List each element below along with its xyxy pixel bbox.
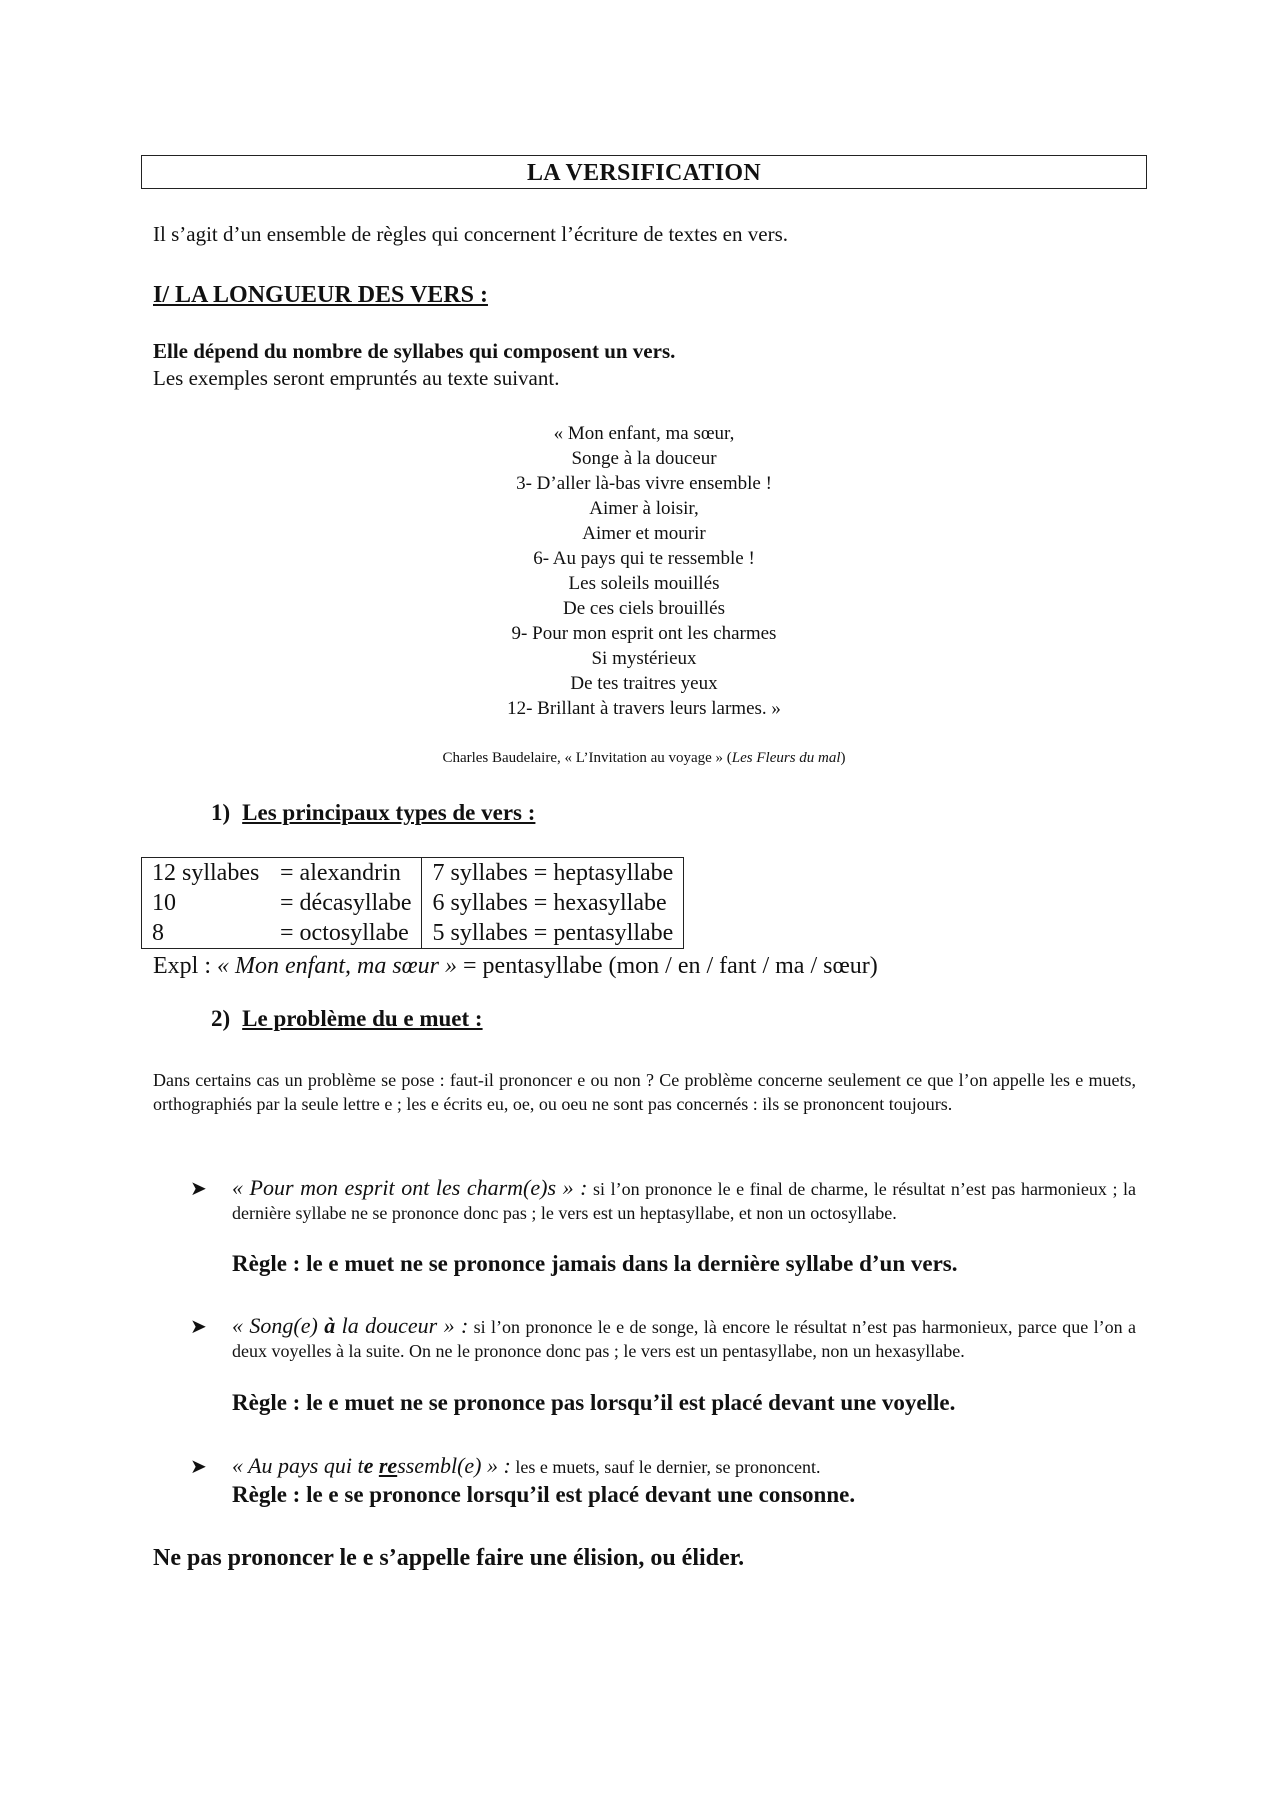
- case-1-text: [232, 1176, 1136, 1225]
- case-quote: « Au pays qui t: [232, 1453, 364, 1478]
- poem-line: De tes traitres yeux: [570, 673, 718, 694]
- case-quote-e: e: [363, 1453, 374, 1478]
- case-explanation: si l’on prononce le e final de charme, le résultat n’est pas harmonieux ; la dernière syllabe ne se prononce donc pas ; le vers est un heptasyllabe, et non un octosyllabe.: [232, 1179, 1137, 1223]
- case-quote-underlined: re: [378, 1453, 398, 1478]
- citation-suffix: ): [840, 750, 846, 766]
- section-heading-longueur: I/ LA LONGUEUR DES VERS :: [153, 282, 488, 308]
- case-explanation: si l’on prononce le e de songe, là encore le résultat n’est pas harmonieux, parce que l’on a deux voyelles à la suite. On ne le prononce donc pas ; le vers est un pentasyllabe, non un hexasyllabe.: [232, 1317, 1136, 1361]
- citation-work: Les Fleurs du mal: [731, 750, 841, 766]
- subheading-label: Les principaux types de vers :: [242, 800, 536, 825]
- example-prefix: Expl :: [153, 953, 217, 979]
- case-1-rule: Règle : le e muet ne se prononce jamais dans la dernière syllabe d’un vers.: [232, 1251, 958, 1276]
- poem-citation: [384, 750, 904, 767]
- poem-line: « Mon enfant, ma sœur,: [553, 423, 735, 444]
- arrowhead-bullet-icon: ➤: [190, 1178, 207, 1200]
- subheading-label: Le problème du e muet :: [242, 1006, 483, 1031]
- case-2-rule: Règle : le e muet ne se prononce pas lorsqu’il est placé devant une voyelle.: [232, 1390, 956, 1415]
- case-3-rule: Règle : le e se prononce lorsqu’il est placé devant une consonne.: [232, 1482, 856, 1507]
- intro-text: Il s’agit d’un ensemble de règles qui concernent l’écriture de textes en vers.: [153, 222, 788, 246]
- conclusion: Ne pas prononcer le e s’appelle faire une élision, ou élider.: [153, 1545, 745, 1571]
- verse-name: = octosyllabe: [280, 920, 409, 946]
- poem: [384, 421, 904, 721]
- example-quote: « Mon enfant, ma sœur »: [217, 953, 457, 979]
- citation-prefix: Charles Baudelaire, « L’Invitation au voyage » (: [442, 750, 732, 766]
- table-cell-short-verses: [422, 858, 684, 949]
- poem-line: Aimer à loisir,: [589, 498, 699, 519]
- e-muet-paragraph: Dans certains cas un problème se pose : faut-il prononcer e ou non ? Ce problème concerne seulement ce que l’on appelle les e muets, orthographiés par la seule lettre e ; les e écrits eu, oe, ou oeu ne sont pas concernés : ils se prononcent toujours.: [153, 1070, 1136, 1114]
- table-row: 5 syllabes = pentasyllabe: [432, 920, 674, 946]
- verse-name: = décasyllabe: [280, 890, 412, 916]
- syllable-count: 10: [152, 890, 176, 916]
- case-quote-end: la douceur » :: [335, 1313, 469, 1338]
- poem-line: 3- D’aller là-bas vivre ensemble !: [516, 473, 772, 494]
- poem-line: 12- Brillant à travers leurs larmes. »: [507, 698, 781, 719]
- example-rest: = pentasyllabe (mon / en / fant / ma / sœur): [457, 953, 878, 979]
- syllable-count: 12 syllabes: [152, 860, 260, 886]
- subheading-types: [211, 800, 535, 826]
- subheading-e-muet: [211, 1006, 483, 1032]
- poem-line: 6- Au pays qui te ressemble !: [533, 548, 755, 569]
- subheading-number: 1): [211, 800, 231, 825]
- arrowhead-bullet-icon: ➤: [190, 1456, 207, 1478]
- table-row: [152, 858, 411, 888]
- title-box: [141, 155, 1147, 189]
- section-lead: Les exemples seront empruntés au texte suivant.: [153, 366, 560, 390]
- page-title: LA VERSIFICATION: [527, 160, 761, 186]
- table-cell-long-verses: [142, 858, 422, 949]
- subheading-number: 2): [211, 1006, 231, 1031]
- poem-line: Les soleils mouillés: [568, 573, 720, 594]
- arrowhead-bullet-icon: ➤: [190, 1316, 207, 1338]
- case-quote-vowel: à: [324, 1313, 336, 1338]
- table-row: [152, 888, 411, 918]
- table-row: 6 syllabes = hexasyllabe: [432, 890, 667, 916]
- poem-line: Songe à la douceur: [571, 448, 717, 469]
- case-2-text: [232, 1314, 1136, 1363]
- case-quote-end: ssembl(e) » :: [397, 1453, 511, 1478]
- section-lead-bold: Elle dépend du nombre de syllabes qui composent un vers.: [153, 339, 676, 363]
- case-3-text: [232, 1454, 1136, 1479]
- poem-line: 9- Pour mon esprit ont les charmes: [511, 623, 777, 644]
- case-explanation: les e muets, sauf le dernier, se prononcent.: [510, 1457, 821, 1477]
- example-line: [153, 953, 878, 980]
- case-quote: « Song(e): [232, 1313, 325, 1338]
- poem-line: Aimer et mourir: [582, 523, 706, 544]
- verse-types-table: [141, 857, 684, 949]
- verse-name: = alexandrin: [280, 860, 401, 886]
- table-row: [152, 918, 411, 948]
- poem-line: De ces ciels brouillés: [563, 598, 725, 619]
- table-row: 7 syllabes = heptasyllabe: [432, 860, 674, 886]
- poem-line: Si mystérieux: [591, 648, 697, 669]
- case-quote: « Pour mon esprit ont les charm(e)s » :: [232, 1175, 588, 1200]
- syllable-count: 8: [152, 920, 164, 946]
